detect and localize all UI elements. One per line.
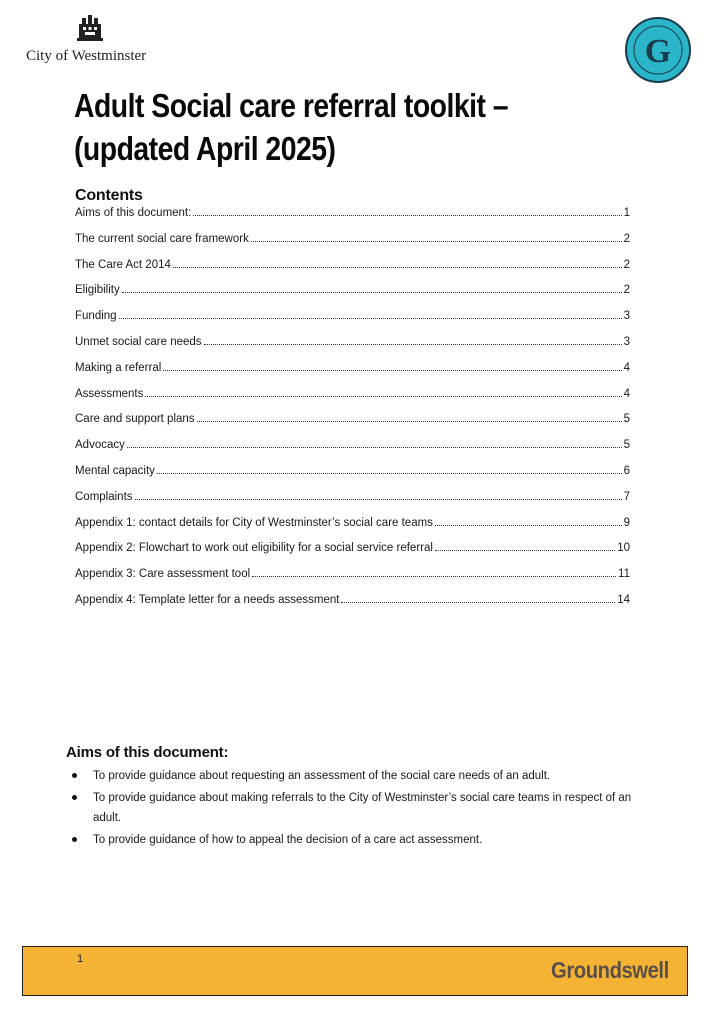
aim-text: To provide guidance about requesting an assessment of the social care needs of an adult. [93, 770, 551, 782]
toc-label: Mental capacity [75, 464, 155, 477]
badge-letter: G [644, 33, 672, 70]
groundswell-badge-icon [624, 16, 692, 84]
toc-leader [145, 395, 621, 397]
toc-page: 3 [623, 310, 630, 323]
toc-item[interactable] [75, 336, 630, 362]
toc-item[interactable] [75, 568, 630, 594]
toc-item[interactable] [75, 362, 630, 388]
toc-page: 1 [623, 207, 630, 219]
toc-label: Complaints [75, 490, 133, 503]
toc-page: 2 [623, 232, 630, 245]
toc-item[interactable] [75, 233, 630, 259]
toc-item[interactable] [75, 284, 630, 310]
bullet-icon [72, 795, 77, 800]
toc-label: Aims of this document: [75, 207, 192, 219]
aim-text: To provide guidance about making referrals to the City of Westminster’s social care teams in respect of an adult. [93, 792, 632, 824]
toc-page: 11 [618, 568, 630, 581]
toc-label: Unmet social care needs [75, 335, 202, 348]
toc-page: 3 [623, 335, 630, 348]
toc-page: 2 [623, 258, 630, 271]
toc-page: 4 [623, 387, 630, 400]
toc-leader [252, 575, 616, 577]
toc-item[interactable] [75, 542, 630, 568]
toc-label: Eligibility [75, 284, 120, 297]
crest-icon [76, 14, 104, 44]
toc-item[interactable] [75, 517, 630, 543]
aim-text: To provide guidance of how to appeal the decision of a care act assessment. [93, 834, 483, 846]
page-number: 1 [77, 953, 84, 965]
toc-leader [127, 446, 622, 448]
toc-label: Appendix 2: Flowchart to work out eligibility for a social service referral [75, 542, 433, 555]
toc-leader [204, 343, 622, 345]
table-of-contents [75, 207, 630, 620]
toc-item[interactable] [75, 259, 630, 285]
list-item [66, 766, 646, 786]
toc-leader [435, 549, 615, 551]
groundswell-wordmark: Groundswell [551, 957, 669, 983]
aims-heading: Aims of this document: [66, 744, 229, 761]
toc-leader [122, 291, 622, 293]
toc-label: Appendix 3: Care assessment tool [75, 568, 251, 581]
toc-page: 5 [623, 413, 630, 426]
toc-leader [163, 369, 621, 371]
toc-label: Funding [75, 310, 117, 323]
toc-item[interactable] [75, 491, 630, 517]
toc-label: Assessments [75, 387, 144, 400]
bullet-icon [72, 837, 77, 842]
toc-leader [193, 214, 621, 216]
toc-label: Advocacy [75, 439, 125, 452]
toc-page: 2 [623, 284, 630, 297]
document-title: Adult Social care referral toolkit – (updated April 2025) [74, 87, 509, 167]
contents-heading: Contents [75, 187, 143, 204]
toc-item[interactable] [75, 310, 630, 336]
toc-item[interactable] [75, 388, 630, 414]
toc-label: The current social care framework [75, 232, 249, 245]
toc-leader [135, 498, 622, 500]
toc-page: 4 [623, 361, 630, 374]
toc-label: Care and support plans [75, 413, 195, 426]
toc-item[interactable] [75, 439, 630, 465]
toc-leader [119, 317, 622, 319]
toc-leader [341, 601, 615, 603]
list-item [66, 788, 646, 828]
toc-item[interactable] [75, 413, 630, 439]
aims-list [66, 766, 646, 852]
toc-label: Appendix 4: Template letter for a needs assessment [75, 593, 340, 606]
toc-leader [251, 240, 622, 242]
toc-page: 10 [617, 542, 630, 555]
toc-page: 6 [623, 464, 630, 477]
toc-label: Appendix 1: contact details for City of Westminster’s social care teams [75, 516, 433, 529]
list-item [66, 830, 646, 850]
toc-page: 7 [623, 490, 630, 503]
organisation-name: City of Westminster [26, 48, 147, 64]
toc-leader [197, 420, 622, 422]
toc-page: 14 [617, 593, 630, 606]
bullet-icon [72, 773, 77, 778]
footer-bar [22, 946, 688, 996]
toc-page: 5 [623, 439, 630, 452]
toc-leader [435, 524, 622, 526]
toc-leader [173, 266, 622, 268]
toc-item[interactable] [75, 207, 630, 233]
toc-item[interactable] [75, 594, 630, 620]
toc-page: 9 [623, 516, 630, 529]
toc-label: The Care Act 2014 [75, 258, 171, 271]
toc-label: Making a referral [75, 361, 162, 374]
toc-item[interactable] [75, 465, 630, 491]
toc-leader [157, 472, 622, 474]
